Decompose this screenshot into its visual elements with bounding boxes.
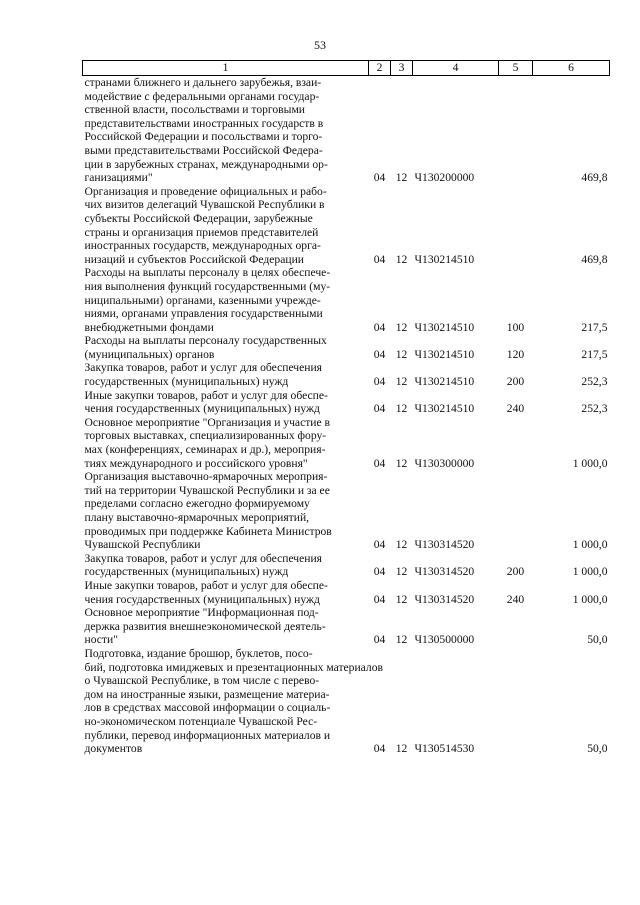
- header-col-2: 2: [369, 61, 391, 76]
- section-code: 04: [373, 565, 386, 579]
- amount: 469,8: [581, 252, 608, 266]
- description-line: страны и организация приемов представителей: [84, 225, 319, 239]
- description-line: (муниципальных) органов: [84, 347, 215, 361]
- header-col-3: 3: [391, 61, 413, 76]
- description-line: мах (конференциях, семинарах и др.), мероприя-: [84, 443, 326, 457]
- expense-type-code: 240: [506, 592, 525, 606]
- description-line: низаций и субъектов Российской Федерации: [84, 252, 304, 266]
- amount: 50,0: [587, 633, 608, 647]
- description-line: бий, подготовка имиджевых и презентационных материалов: [84, 660, 383, 674]
- description-line: плану выставочно-ярмарочных мероприятий,: [84, 511, 310, 524]
- description-line: Чувашской Республики: [84, 538, 201, 552]
- description-line: Закупка товаров, работ и услуг для обеспечения: [84, 361, 323, 375]
- section-code: 04: [373, 402, 386, 416]
- row-description: [83, 579, 369, 606]
- description-line: чения государственных (муниципальных) нужд: [84, 592, 320, 606]
- description-line: субъекты Российской Федерации, зарубежные: [84, 211, 313, 225]
- target-article-code: Ч130300000: [414, 456, 475, 470]
- description-line: государственных (муниципальных) нужд: [84, 375, 289, 389]
- description-line: внебюджетными фондами: [84, 320, 214, 334]
- amount: 252,3: [581, 375, 608, 389]
- target-article-code: Ч130214510: [414, 402, 475, 416]
- table-row: [83, 647, 610, 756]
- description-line: странами ближнего и дальнего зарубежья, взаи-: [84, 76, 322, 89]
- expense-type-code: [499, 185, 533, 267]
- description-line: держка развития внешнеэкономической деятель-: [84, 619, 326, 633]
- description-line: публики, перевод информационных материалов и: [84, 728, 331, 742]
- header-col-1: 1: [83, 61, 369, 76]
- description-line: Закупка товаров, работ и услуг для обеспечения: [84, 551, 323, 565]
- description-line: государственных (муниципальных) нужд: [84, 565, 289, 579]
- section-code: 04: [373, 633, 386, 647]
- description-line: Расходы на выплаты персоналу государственных: [84, 334, 327, 348]
- row-description: [83, 185, 369, 267]
- target-article-code: Ч130200000: [414, 171, 475, 185]
- expense-type-code: [499, 470, 533, 552]
- table-row: [83, 416, 610, 470]
- section-code: 04: [373, 592, 386, 606]
- description-line: представительствами иностранных государств в: [84, 116, 324, 130]
- header-row: [83, 61, 610, 76]
- amount: 1 000,0: [572, 456, 608, 470]
- description-line: выми представительствами Российской Федера-: [84, 143, 323, 157]
- target-article-code: Ч130214510: [414, 252, 475, 266]
- section-code: 04: [373, 742, 386, 756]
- description-line: Иные закупки товаров, работ и услуг для обеспе-: [84, 388, 328, 402]
- row-description: [83, 606, 369, 647]
- description-line: модействие с федеральными органами государ-: [84, 89, 320, 103]
- description-line: ниями, органами управления государственными: [84, 307, 323, 321]
- description-line: ния выполнения функций государственными (му-: [84, 279, 331, 293]
- row-description: [83, 552, 369, 579]
- description-line: ции в зарубежных странах, международными ор-: [84, 157, 328, 171]
- expense-type-code: [499, 606, 533, 647]
- description-line: ности": [84, 633, 118, 647]
- section-code: 04: [373, 320, 386, 334]
- expense-type-code: [499, 647, 533, 756]
- expense-type-code: 100: [506, 320, 525, 334]
- row-description: [83, 334, 369, 361]
- description-line: торговых выставках, специализированных фору-: [84, 429, 327, 443]
- subsection-code: 12: [395, 538, 408, 552]
- description-line: Организация выставочно-ярмарочных мероприя-: [84, 470, 328, 484]
- target-article-code: Ч130514530: [414, 742, 475, 756]
- description-line: о Чувашской Республике, в том числе с перево-: [84, 674, 320, 688]
- row-description: [83, 389, 369, 416]
- table-row: [83, 266, 610, 334]
- header-col-4: 4: [413, 61, 499, 76]
- table-row: [83, 76, 610, 185]
- description-line: ниципальными) органами, казенными учрежде-: [84, 293, 321, 307]
- description-line: чения государственных (муниципальных) нужд: [84, 402, 320, 416]
- row-description: [83, 416, 369, 470]
- table-row: [83, 552, 610, 579]
- expense-type-code: 120: [506, 347, 525, 361]
- table-row: [83, 470, 610, 552]
- description-line: Организация и проведение официальных и рабо-: [84, 184, 327, 198]
- description-line: Основное мероприятие "Информационная под-: [84, 606, 319, 620]
- description-line: Российской Федерации и посольствами и торго-: [84, 130, 323, 144]
- expense-type-code: [499, 416, 533, 470]
- target-article-code: Ч130314520: [414, 538, 475, 552]
- subsection-code: 12: [395, 565, 408, 579]
- row-description: [83, 470, 369, 552]
- target-article-code: Ч130214510: [414, 375, 475, 389]
- subsection-code: 12: [395, 456, 408, 470]
- section-code: 04: [373, 171, 386, 185]
- description-line: ственной власти, посольствами и торговыми: [84, 103, 305, 117]
- target-article-code: Ч130214510: [414, 320, 475, 334]
- amount: 252,3: [581, 402, 608, 416]
- amount: 217,5: [581, 320, 608, 334]
- description-line: пределами согласно ежегодно формируемому: [84, 497, 310, 511]
- header-col-6: 6: [533, 61, 610, 76]
- table-row: [83, 606, 610, 647]
- subsection-code: 12: [395, 742, 408, 756]
- description-line: чих визитов делегаций Чувашской Республики в: [84, 198, 325, 212]
- expense-type-code: 200: [506, 565, 525, 579]
- row-description: [83, 76, 369, 185]
- description-line: дом на иностранные языки, размещение материа-: [84, 687, 330, 701]
- amount: 217,5: [581, 347, 608, 361]
- description-line: но-экономическом потенциале Чувашской Рес-: [84, 714, 318, 728]
- subsection-code: 12: [395, 633, 408, 647]
- header-col-5: 5: [499, 61, 533, 76]
- section-code: 04: [373, 538, 386, 552]
- table-row: [83, 389, 610, 416]
- budget-table: [82, 60, 610, 756]
- section-code: 04: [373, 252, 386, 266]
- description-line: документов: [84, 742, 143, 756]
- description-line: тий на территории Чувашской Республики и за ее: [84, 483, 330, 497]
- table-row: [83, 334, 610, 361]
- amount: 1 000,0: [572, 538, 608, 552]
- description-line: Иные закупки товаров, работ и услуг для обеспе-: [84, 578, 328, 592]
- section-code: 04: [373, 347, 386, 361]
- row-description: [83, 361, 369, 388]
- amount: 1 000,0: [572, 592, 608, 606]
- description-line: Основное мероприятие "Организация и участие в: [84, 415, 331, 429]
- expense-type-code: 240: [506, 402, 525, 416]
- subsection-code: 12: [395, 402, 408, 416]
- description-line: тиях международного и российского уровня": [84, 456, 308, 470]
- subsection-code: 12: [395, 320, 408, 334]
- table-row: [83, 361, 610, 388]
- target-article-code: Ч130314520: [414, 592, 475, 606]
- description-line: ганизациями": [84, 171, 153, 185]
- subsection-code: 12: [395, 592, 408, 606]
- amount: 50,0: [587, 742, 608, 756]
- page-number: 53: [314, 38, 326, 52]
- target-article-code: Ч130500000: [414, 633, 475, 647]
- expense-type-code: [499, 76, 533, 185]
- table-row: [83, 579, 610, 606]
- subsection-code: 12: [395, 375, 408, 389]
- amount: 469,8: [581, 171, 608, 185]
- section-code: 04: [373, 456, 386, 470]
- amount: 1 000,0: [572, 565, 608, 579]
- expense-type-code: 200: [506, 375, 525, 389]
- subsection-code: 12: [395, 171, 408, 185]
- description-line: проводимых при поддержке Кабинета Министров: [84, 524, 332, 538]
- target-article-code: Ч130314520: [414, 565, 475, 579]
- description-line: иностранных государств, международных орга-: [84, 239, 321, 253]
- target-article-code: Ч130214510: [414, 347, 475, 361]
- row-description: [83, 266, 369, 334]
- description-line: лов в средствах массовой информации о социаль-: [84, 701, 331, 715]
- description-line: Расходы на выплаты персоналу в целях обеспече-: [84, 266, 331, 280]
- subsection-code: 12: [395, 252, 408, 266]
- subsection-code: 12: [395, 347, 408, 361]
- table-row: [83, 185, 610, 267]
- description-line: Подготовка, издание брошюр, буклетов, посо-: [84, 646, 313, 660]
- section-code: 04: [373, 375, 386, 389]
